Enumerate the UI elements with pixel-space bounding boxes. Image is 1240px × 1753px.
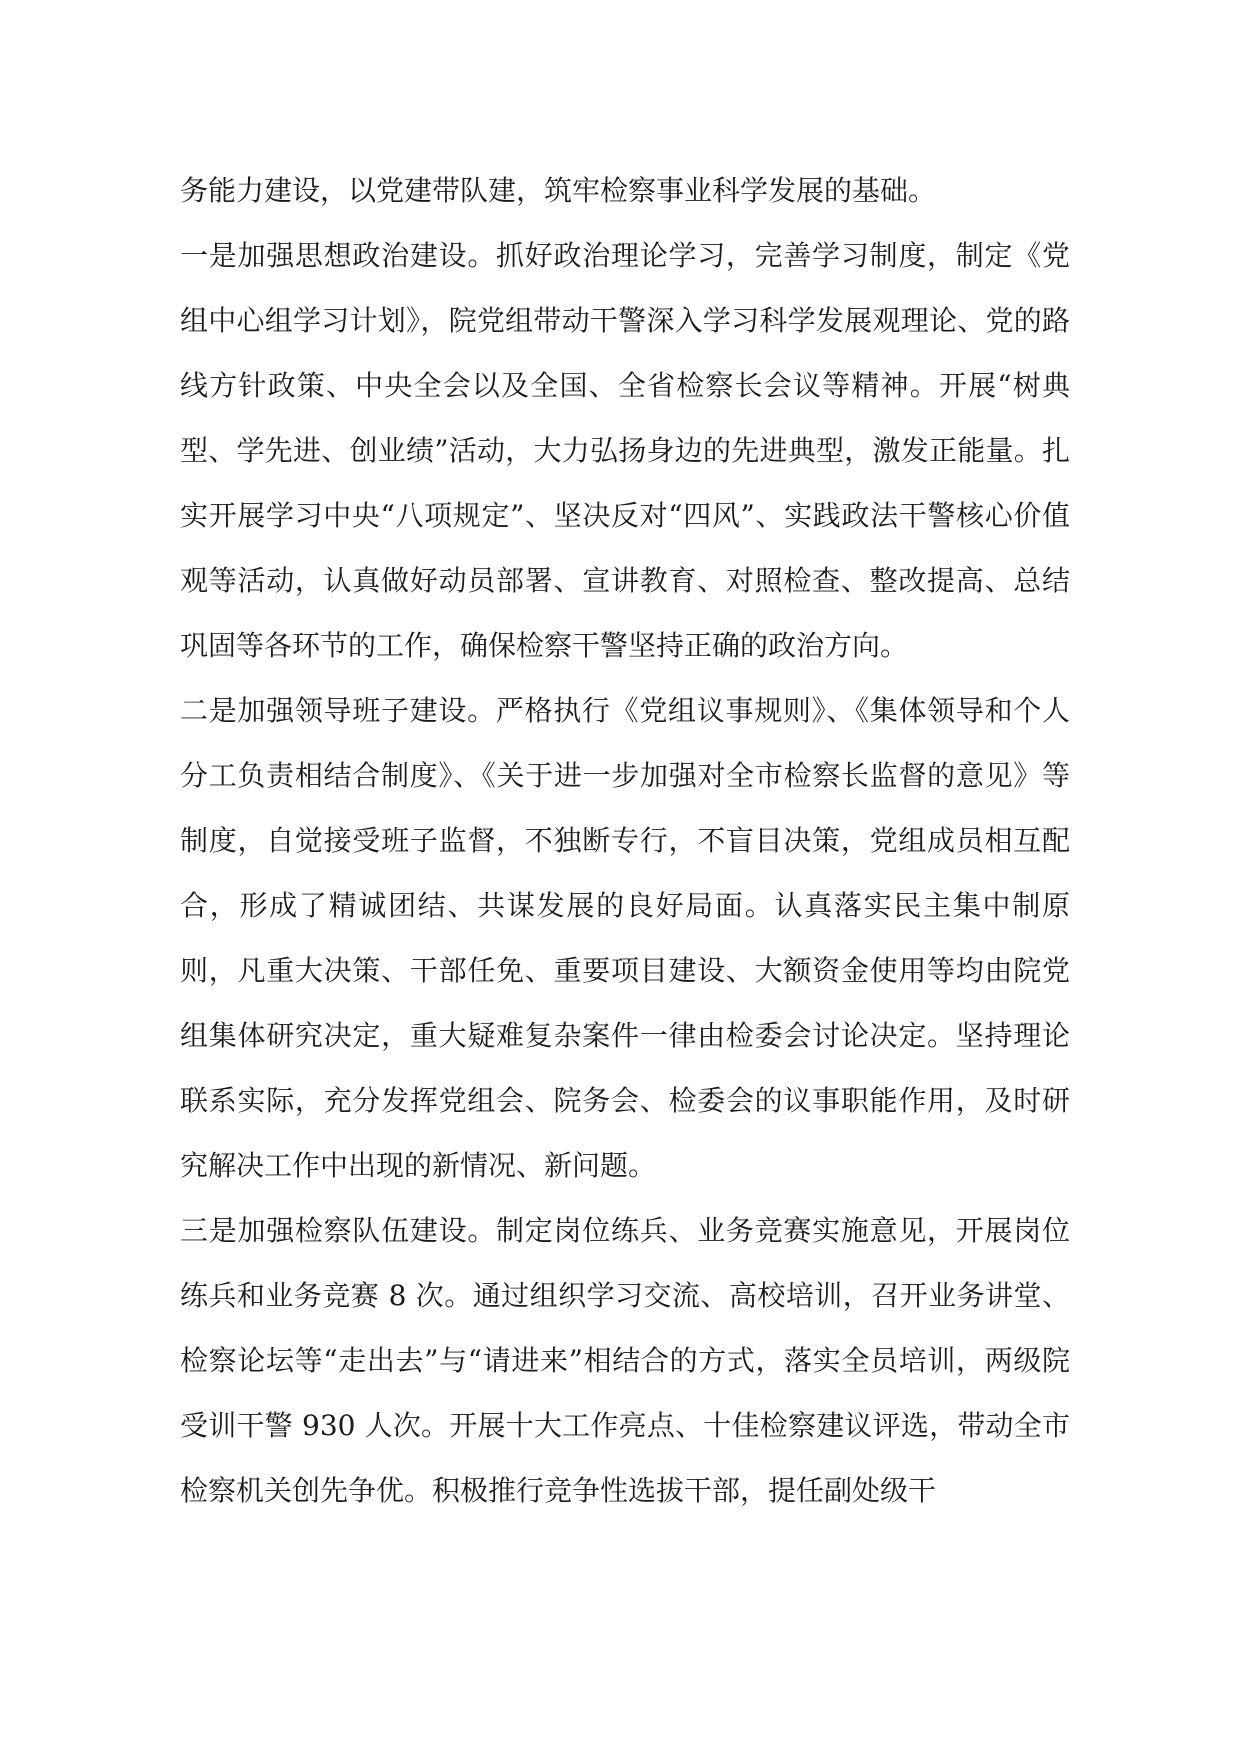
- paragraph-ideological-political: 一是加强思想政治建设。抓好政治理论学习，完善学习制度，制定《党组中心组学习计划》，院党组带动干警深入学习科学发展观理论、党的路线方针政策、中央全会以及全国、全省检察长会议等精神。开展“树典型、学先进、创业绩”活动，大力弘扬身边的先进典型，激发正能量。扎实开展学习中央“八项规定”、坚决反对“四风”、实践政法干警核心价值观等活动，认真做好动员部署、宣讲教育、对照检查、整改提高、总结巩固等各环节的工作，确保检察干警坚持正确的政治方向。: [180, 239, 1070, 662]
- paragraph-leadership-team: 二是加强领导班子建设。严格执行《党组议事规则》、《集体领导和个人分工负责相结合制度》、《关于进一步加强对全市检察长监督的意见》等制度，自觉接受班子监督，不独断专行，不盲目决策，党组成员相互配合，形成了精诚团结、共谋发展的良好局面。认真落实民主集中制原则，凡重大决策、干部任免、重要项目建设、大额资金使用等均由院党组集体研究决定，重大疑难复杂案件一律由检委会讨论决定。坚持理论联系实际，充分发挥党组会、院务会、检委会的议事职能作用，及时研究解决工作中出现的新情况、新问题。: [180, 694, 1070, 1182]
- paragraph-procuratorial-team: 三是加强检察队伍建设。制定岗位练兵、业务竞赛实施意见，开展岗位练兵和业务竞赛 8 次。通过组织学习交流、高校培训，召开业务讲堂、检察论坛等“走出去”与“请进来”相结合的方式，落实全员培训，两级院受训干警 930 人次。开展十大工作亮点、十佳检察建议评选，带动全市检察机关创先争优。积极推行竞争性选拔干部，提任副处级干: [180, 1214, 1070, 1507]
- paragraph-continuation: 务能力建设，以党建带队建，筑牢检察事业科学发展的基础。: [180, 174, 937, 207]
- document-body: [180, 158, 1070, 1523]
